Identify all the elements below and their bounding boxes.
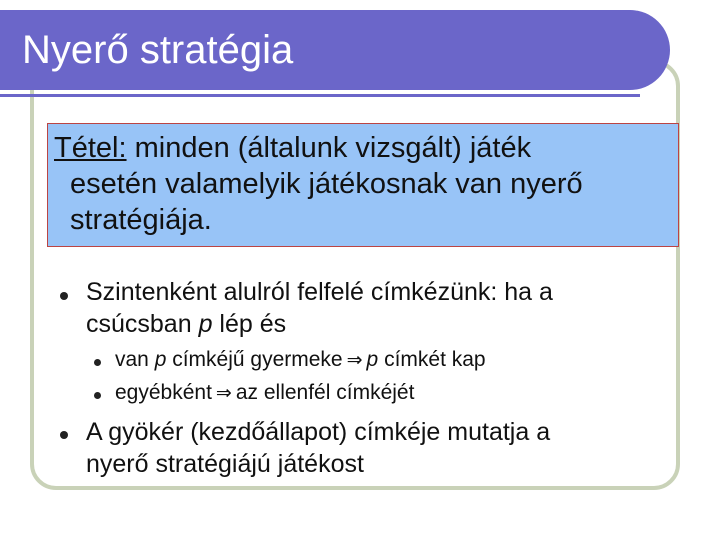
theorem-line-1 bbox=[54, 130, 531, 166]
bullet-2-line-1: A gyökér (kezdőállapot) címkéje mutatja a bbox=[86, 418, 551, 446]
theorem-line-3: stratégiája. bbox=[70, 204, 212, 236]
var-p: p bbox=[366, 348, 379, 371]
theorem-box bbox=[47, 123, 679, 247]
bullet-2-line-2: nyerő stratégiájú játékost bbox=[86, 450, 364, 478]
sub-1-post: címkét kap bbox=[378, 348, 486, 371]
theorem-label: Tétel: bbox=[54, 132, 127, 164]
implies-arrow-icon: ⇒ bbox=[346, 349, 363, 371]
sub-1-mid: címkéjű gyermeke bbox=[166, 348, 343, 371]
sub-2-post: az ellenfél címkéjét bbox=[235, 381, 415, 404]
bullet-1-line-2 bbox=[86, 310, 286, 339]
bullet-1-text-post: lép és bbox=[212, 310, 287, 338]
var-p: p bbox=[198, 310, 213, 338]
sub-bullet-dot bbox=[94, 392, 101, 399]
bullet-1-text-pre: csúcsban bbox=[86, 310, 199, 338]
bullet-1-line-1: Szintenként alulról felfelé címkézünk: ha a bbox=[86, 278, 553, 306]
sub-2-pre: egyébként bbox=[115, 381, 212, 404]
sub-1-pre: van bbox=[115, 348, 155, 371]
theorem-line-2: esetén valamelyik játékosnak van nyerő bbox=[70, 168, 583, 200]
slide-title: Nyerő stratégia bbox=[22, 28, 294, 72]
bullet-dot bbox=[60, 292, 68, 300]
var-p: p bbox=[154, 348, 167, 371]
sub-bullet-dot bbox=[94, 359, 101, 366]
sub-bullet-2 bbox=[115, 381, 414, 405]
sub-bullet-1 bbox=[115, 348, 486, 372]
theorem-text-1: minden (általunk vizsgált) játék bbox=[126, 132, 532, 164]
title-underline bbox=[0, 94, 640, 97]
bullet-dot bbox=[60, 431, 68, 439]
implies-arrow-icon: ⇒ bbox=[215, 382, 232, 404]
